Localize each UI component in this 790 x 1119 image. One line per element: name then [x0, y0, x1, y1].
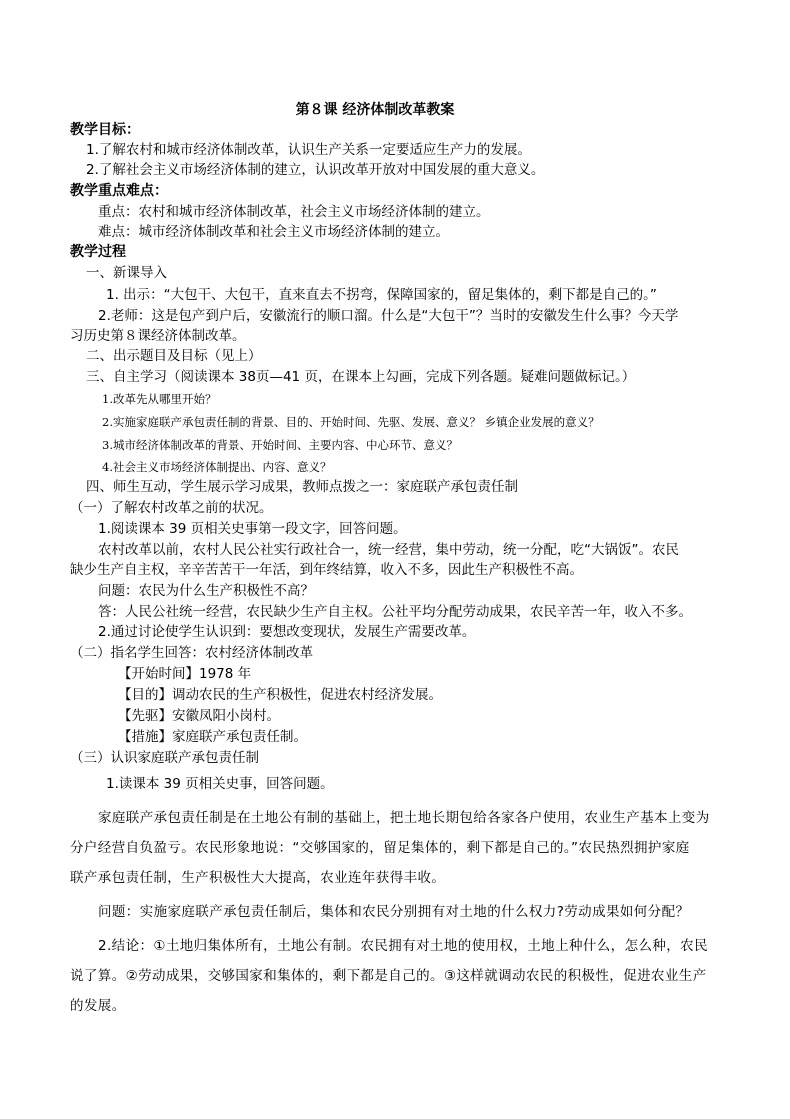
section-heading: 教学重点难点：: [70, 183, 168, 199]
text-line: 答：人民公社统一经营，农民缺少生产自主权。公社平均分配劳动成果，农民辛苦一年，收入不多。: [98, 604, 692, 620]
text-line: （一）了解农村改革之前的状况。: [70, 500, 273, 516]
text-line: 2.了解社会主义市场经济体制的建立，认识改革开放对中国发展的重大意义。: [86, 162, 545, 178]
text-line: 【开始时间】1978 年: [118, 666, 252, 682]
text-line: 缺少生产自主权，辛辛苦苦干一年活，到年终结算，收入不多，因此生产积极性不高。: [70, 562, 583, 578]
text-line: 【措施】家庭联产承包责任制。: [118, 729, 307, 745]
question-line: 3.城市经济体制改革的背景、开始时间、主要内容、中心环节、意义？: [102, 438, 458, 452]
text-line: 2.通过讨论使学生认识到：要想改变现状，发展生产需要改革。: [98, 624, 476, 640]
text-line: 的发展。: [70, 998, 126, 1014]
text-line: （三）认识家庭联产承包责任制: [70, 750, 259, 766]
page-title: 第８课 经济体制改革教案: [295, 102, 455, 118]
text-line: 2.结论：①土地归集体所有，土地公有制。农民拥有对土地的使用权，土地上种什么，怎么种，农民: [98, 938, 708, 954]
text-line: 1.了解农村和城市经济体制改革，认识生产关系一定要适应生产力的发展。: [86, 142, 531, 158]
text-line: 说了算。②劳动成果，交够国家和集体的，剩下都是自己的。③这样就调动农民的积极性，促进农业生产: [70, 968, 707, 984]
question-line: 1.改革先从哪里开始？: [102, 392, 217, 406]
text-line: 联产承包责任制，生产积极性大大提高，农业连年获得丰收。: [70, 870, 446, 886]
text-line: 问题：实施家庭联产承包责任制后，集体和农民分别拥有对土地的什么权力?劳动成果如何分配？: [98, 904, 690, 920]
text-line: 难点：城市经济体制改革和社会主义市场经济体制的建立。: [98, 224, 449, 240]
text-line: （二）指名学生回答：农村经济体制改革: [70, 645, 313, 661]
text-line: 农村改革以前，农村人民公社实行政社合一，统一经营，集中劳动，统一分配，吃“大锅饭”。农民: [98, 542, 679, 558]
text-line: 二、出示题目及目标（见上）: [86, 348, 262, 364]
question-line: 4.社会主义市场经济体制提出、内容、意义？: [102, 460, 332, 474]
section-heading: 教学过程: [70, 244, 126, 260]
text-line: 1. 出示：“大包干、大包干，直来直去不拐弯，保障国家的，留足集体的，剩下都是自己的。”: [106, 287, 657, 303]
text-line: 1.读课本 39 页相关史事，回答问题。: [106, 776, 334, 792]
text-line: 一、新课导入: [86, 265, 167, 281]
text-line: 1.阅读课本 39 页相关史事第一段文字，回答问题。: [98, 521, 407, 537]
section-heading: 教学目标：: [70, 122, 140, 138]
text-line: 问题：农民为什么生产积极性不高？: [98, 583, 314, 599]
text-line: 【先驱】安徽凤阳小岗村。: [118, 708, 280, 724]
text-line: 分户经营自负盈亏。农民形象地说：“交够国家的，留足集体的，剩下都是自己的。”农民热烈拥护家庭: [70, 840, 690, 856]
text-line: 家庭联产承包责任制是在土地公有制的基础上，把土地长期包给各家各户使用，农业生产基本上变为: [98, 810, 710, 826]
text-line: 习历史第８课经济体制改革。: [70, 328, 246, 344]
text-line: 重点：农村和城市经济体制改革，社会主义市场经济体制的建立。: [98, 204, 490, 220]
text-line: 三、自主学习（阅读课本 38页—41 页，在课本上勾画，完成下列各题。疑难问题做标记。）: [86, 369, 636, 385]
text-line: 【目的】调动农民的生产积极性，促进农村经济发展。: [118, 687, 442, 703]
text-line: 四、师生互动，学生展示学习成果，教师点拨之一：家庭联产承包责任制: [86, 479, 518, 495]
question-line: 2.实施家庭联产承包责任制的背景、目的、开始时间、先驱、发展、意义？ 乡镇企业发展的意义？: [102, 415, 600, 429]
text-line: 2.老师：这是包产到户后，安徽流行的顺口溜。什么是“大包干”？当时的安徽发生什么事？今天学: [98, 308, 679, 324]
